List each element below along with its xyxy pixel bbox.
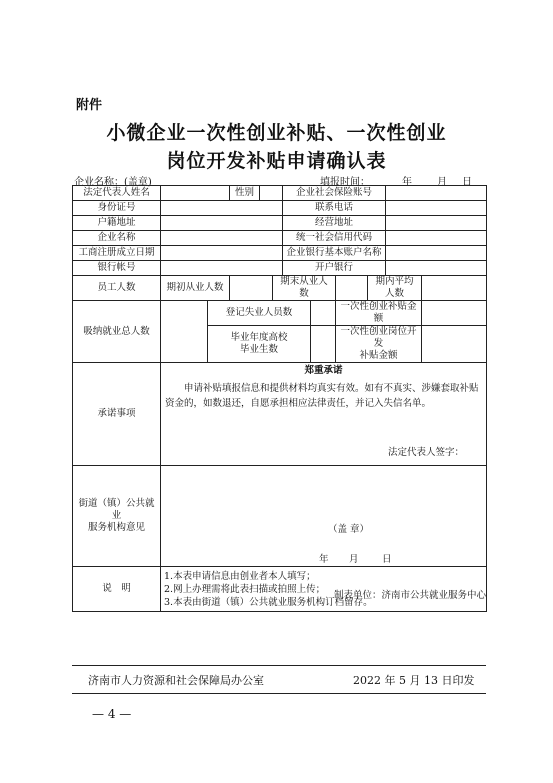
promise-label: 承诺事项 (73, 363, 161, 466)
end-staff-field[interactable] (336, 276, 368, 301)
notes-label: 说 明 (73, 567, 161, 612)
business-address-field[interactable] (386, 216, 487, 231)
bank-number-label: 银行帐号 (73, 261, 161, 276)
social-account-label: 企业社会保险账号 (283, 186, 386, 201)
table-row (73, 276, 487, 301)
fill-time-label: 填报时间： (320, 177, 370, 188)
page-title-line2: 岗位开发补贴申请确认表 (166, 150, 387, 172)
table-row (73, 201, 487, 216)
bank-label: 开户银行 (283, 261, 386, 276)
graduate-count-label (208, 326, 311, 363)
table-row (73, 216, 487, 231)
opinion-label-line1: 街道（镇）公共就业 (78, 498, 155, 521)
registered-address-field[interactable] (161, 216, 283, 231)
job-subsidy-line2: 补贴金额 (359, 350, 398, 361)
table-row (73, 466, 487, 567)
table-row (73, 363, 487, 466)
month-label: 月 (437, 177, 447, 188)
page-number: — 4 — (92, 707, 132, 721)
opinion-label (73, 466, 161, 567)
staff-count-label: 员工人数 (73, 276, 161, 301)
opinion-label-line2: 服务机构意见 (87, 522, 145, 533)
startup-subsidy-amount-field[interactable] (422, 301, 487, 326)
legal-rep-label: 法定代表人姓名 (73, 186, 161, 201)
table-row (73, 301, 487, 326)
opinion-year-label: 年 (319, 554, 329, 565)
start-staff-label: 期初从业人数 (161, 276, 230, 301)
opinion-month-label: 月 (349, 554, 359, 565)
registration-date-field[interactable] (161, 246, 283, 261)
footer-top-rule (72, 665, 486, 666)
phone-field[interactable] (386, 201, 487, 216)
footer-bottom-rule (72, 693, 486, 694)
job-subsidy-line1: 一次性创业岗位开发 (340, 326, 417, 349)
registered-unemployed-field[interactable] (311, 301, 336, 326)
bank-number-field[interactable] (161, 261, 283, 276)
id-number-label: 身份证号 (73, 201, 161, 216)
gender-label: 性别 (230, 186, 260, 201)
note-item-2: 2.网上办理需将此表扫描或拍照上传； (164, 583, 326, 595)
average-staff-field[interactable] (422, 276, 487, 301)
note-item-1: 1.本表申请信息由创业者本人填写； (164, 570, 316, 582)
promise-text: 申请补贴填报信息和提供材料均真实有效。如有不真实、涉嫌套取补贴资金的，如数退还，自愿承担相应法律责任，并记入失信名单。 (165, 383, 479, 409)
registration-date-label: 工商注册成立日期 (73, 246, 161, 261)
credit-code-label: 统一社会信用代码 (283, 231, 386, 246)
opinion-day-label: 日 (382, 554, 392, 565)
credit-code-field[interactable] (386, 231, 487, 246)
day-label: 日 (462, 177, 472, 188)
end-staff-label: 期末从业人数 (273, 276, 336, 301)
footer-print-date: 2022 年 5 月 13 日印发 (353, 674, 475, 687)
social-account-field[interactable] (386, 186, 487, 201)
company-name-label: 企业名称：(盖章) (74, 177, 152, 188)
job-subsidy-amount-field[interactable] (422, 326, 487, 363)
registered-unemployed-label: 登记失业人员数 (208, 301, 311, 326)
table-row (73, 246, 487, 261)
legal-rep-field[interactable] (161, 186, 230, 201)
footer-office: 济南市人力资源和社会保障局办公室 (88, 674, 264, 687)
phone-label: 联系电话 (283, 201, 386, 216)
graduate-label-line1: 毕业年度高校 (230, 332, 288, 343)
gender-field[interactable] (260, 186, 283, 201)
absorb-total-field[interactable] (161, 301, 208, 363)
attachment-label: 附件 (76, 98, 103, 113)
year-label: 年 (402, 177, 412, 188)
registered-address-label: 户籍地址 (73, 216, 161, 231)
bank-field[interactable] (386, 261, 487, 276)
start-staff-field[interactable] (230, 276, 273, 301)
table-row (73, 186, 487, 201)
page-title-line1: 小微企业一次性创业补贴、一次性创业 (106, 122, 447, 144)
table-row (73, 231, 487, 246)
note-item-3: 3.本表由街道（镇）公共就业服务机构订档留存。 (164, 596, 373, 608)
graduate-count-field[interactable] (311, 326, 336, 363)
application-form-table (72, 185, 487, 612)
seal-label: （盖 章） (328, 524, 370, 535)
promise-cell (161, 363, 487, 466)
opinion-cell (161, 466, 487, 567)
company-name-field[interactable] (161, 231, 283, 246)
business-address-label: 经营地址 (283, 216, 386, 231)
startup-subsidy-amount-label: 一次性创业补贴金额 (336, 301, 422, 326)
company-name-row-label: 企业名称 (73, 231, 161, 246)
average-staff-label: 期内平均人数 (368, 276, 422, 301)
job-subsidy-amount-label (336, 326, 422, 363)
promise-heading: 郑重承诺 (304, 365, 343, 376)
absorb-total-label: 吸纳就业总人数 (73, 301, 161, 363)
form-maker-label: 制表单位：济南市公共就业服务中心 (333, 590, 486, 601)
graduate-label-line2: 毕业生数 (239, 344, 278, 355)
legal-rep-signature-label: 法定代表人签字： (388, 447, 465, 458)
bank-account-name-field[interactable] (386, 246, 487, 261)
bank-account-name-label: 企业银行基本账户名称 (283, 246, 386, 261)
table-row (73, 261, 487, 276)
id-number-field[interactable] (161, 201, 283, 216)
